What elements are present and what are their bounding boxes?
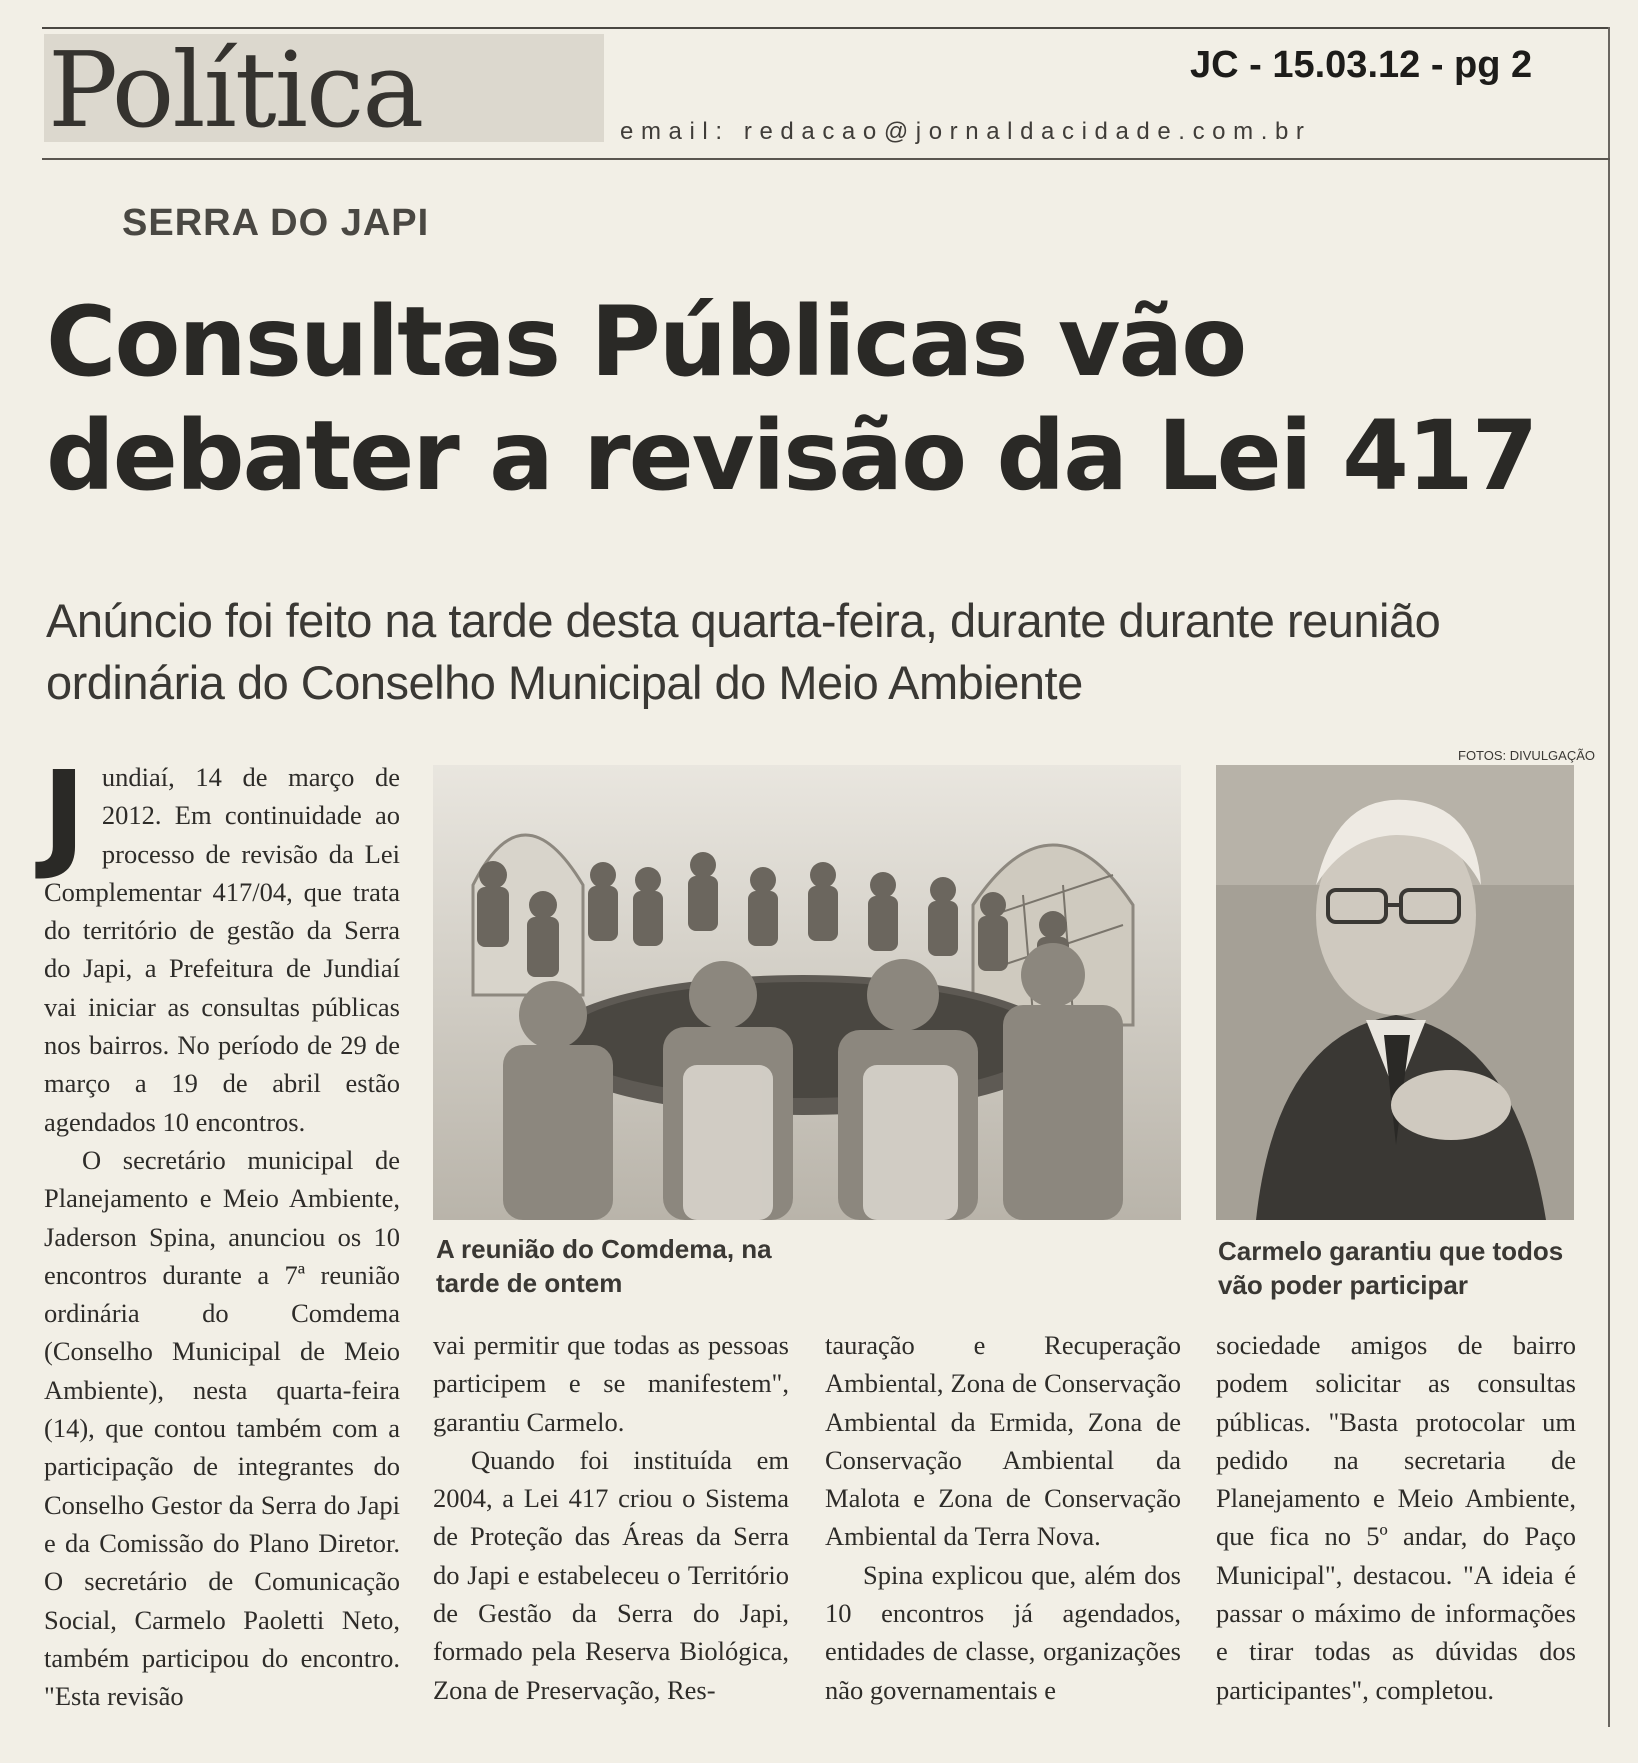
drop-cap: J bbox=[42, 745, 86, 883]
headline bbox=[46, 285, 1606, 513]
headline-line-2: debater a revisão da Lei 417 bbox=[46, 400, 1537, 512]
photo-credit: FOTOS: DIVULGAÇÃO bbox=[1458, 748, 1596, 763]
article-column-3 bbox=[825, 1326, 1181, 1709]
paragraph: Spina explicou que, além dos 10 encontros já agendados, entidades de classe, organizações não governamentais e bbox=[825, 1559, 1181, 1705]
paragraph: vai permitir que todas as pessoas participem e se manifestem", garantiu Carmelo. bbox=[433, 1330, 789, 1437]
article-column-2 bbox=[433, 1326, 789, 1709]
header-rule bbox=[42, 158, 1610, 160]
portrait-photo-illustration bbox=[1216, 765, 1574, 1220]
page-reference: JC - 15.03.12 - pg 2 bbox=[1190, 44, 1533, 86]
paragraph: sociedade amigos de bairro podem solicitar as consultas públicas. "Basta protocolar um pedido na secretaria de Planejamento e Meio Ambiente, que fica no 5º andar, do Paço Municipal", destacou. "A ideia é passar o máximo de informações e tirar todas as dúvidas dos participantes", completou. bbox=[1216, 1330, 1576, 1705]
portrait-photo bbox=[1216, 765, 1574, 1220]
article-column-4 bbox=[1216, 1326, 1576, 1709]
paragraph: Quando foi instituída em 2004, a Lei 417 criou o Sistema de Proteção das Áreas da Serra do Japi e estabeleceu o Território de Gestão da Serra do Japi, formado pela Reserva Biológica, Zona de Preservação, Res- bbox=[433, 1444, 789, 1705]
meeting-photo-illustration bbox=[433, 765, 1181, 1220]
meeting-photo-caption: A reunião do Comdema, na tarde de ontem bbox=[436, 1234, 772, 1298]
portrait-photo-caption: Carmelo garantiu que todos vão poder participar bbox=[1218, 1236, 1564, 1300]
meeting-photo bbox=[433, 765, 1181, 1220]
subheadline: Anúncio foi feito na tarde desta quarta-feira, durante durante reunião ordinária do Conselho Municipal do Meio Ambiente bbox=[46, 594, 1441, 709]
article-column-1 bbox=[42, 745, 400, 1715]
paragraph: O secretário municipal de Planejamento e Meio Ambiente, Jaderson Spina, anunciou os 10 encontros durante a 7ª reunião ordinária do Comdema (Conselho Municipal de Meio Ambiente), nesta quarta-feira (14), que contou também com a participação de integrantes do Conselho Gestor da Serra do Japi e da Comissão do Plano Diretor. O secretário de Comunicação Social, Carmelo Paoletti Neto, também participou do encontro. "Esta revisão bbox=[44, 1144, 400, 1712]
right-rule bbox=[1608, 27, 1610, 1727]
paragraph: tauração e Recuperação Ambiental, Zona de Conservação Ambiental da Ermida, Zona de Conservação Ambiental da Malota e Zona de Conservação Ambiental da Terra Nova. bbox=[825, 1330, 1181, 1552]
headline-line-1: Consultas Públicas vão bbox=[46, 286, 1246, 398]
newsroom-email: email: redacao@jornaldacidade.com.br bbox=[620, 118, 1312, 145]
section-title: Política bbox=[48, 29, 423, 151]
paragraph: undiaí, 14 de março de 2012. Em continuidade ao processo de revisão da Lei Complementar 417/04, que trata do território de gestão da Serra do Japi, a Prefeitura de Jundiaí vai iniciar as consultas públicas nos bairros. No período de 29 de março a 19 de abril estão agendados 10 encontros. bbox=[44, 762, 400, 1137]
article-kicker: SERRA DO JAPI bbox=[122, 202, 430, 244]
